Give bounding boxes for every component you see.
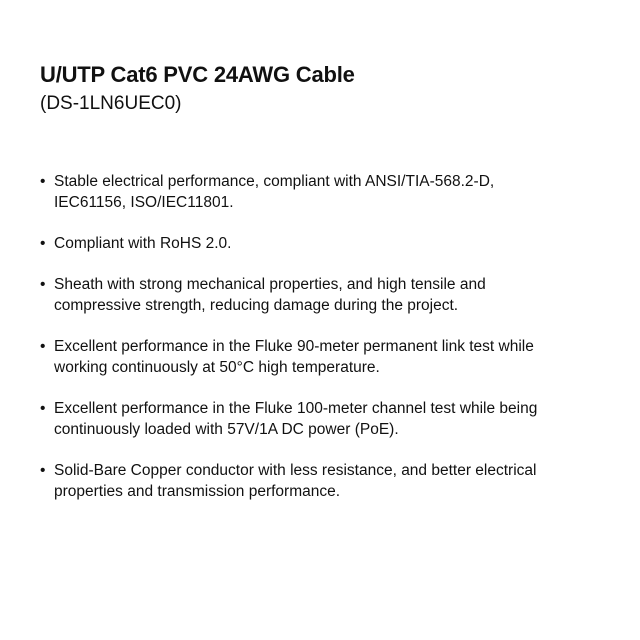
feature-line: compressive strength, reducing damage during the project. bbox=[54, 297, 459, 314]
bullet-icon: • bbox=[40, 235, 46, 252]
product-title: U/UTP Cat6 PVC 24AWG Cable bbox=[40, 62, 355, 87]
feature-line: Sheath with strong mechanical properties, and high tensile and bbox=[54, 276, 486, 293]
feature-line: Excellent performance in the Fluke 90-meter permanent link test while bbox=[54, 338, 534, 355]
feature-line: properties and transmission performance. bbox=[54, 483, 341, 500]
bullet-icon: • bbox=[40, 462, 46, 479]
feature-item bbox=[40, 233, 610, 254]
bullet-icon: • bbox=[40, 173, 46, 190]
bullet-icon: • bbox=[40, 338, 46, 355]
feature-item bbox=[40, 398, 610, 440]
feature-item bbox=[40, 171, 610, 213]
feature-list bbox=[40, 171, 610, 522]
feature-line: Solid-Bare Copper conductor with less resistance, and better electrical bbox=[54, 462, 537, 479]
feature-line: Compliant with RoHS 2.0. bbox=[54, 235, 232, 252]
feature-line: IEC61156, ISO/IEC11801. bbox=[54, 194, 234, 211]
feature-line: Stable electrical performance, compliant with ANSI/TIA-568.2-D, bbox=[54, 173, 495, 190]
feature-line: continuously loaded with 57V/1A DC power (PoE). bbox=[54, 421, 399, 438]
feature-item bbox=[40, 274, 610, 316]
bullet-icon: • bbox=[40, 400, 46, 417]
feature-item bbox=[40, 460, 610, 502]
feature-item bbox=[40, 336, 610, 378]
feature-line: working continuously at 50°C high temperature. bbox=[54, 359, 380, 376]
feature-line: Excellent performance in the Fluke 100-meter channel test while being bbox=[54, 400, 538, 417]
product-model-code: (DS-1LN6UEC0) bbox=[40, 93, 182, 114]
bullet-icon: • bbox=[40, 276, 46, 293]
